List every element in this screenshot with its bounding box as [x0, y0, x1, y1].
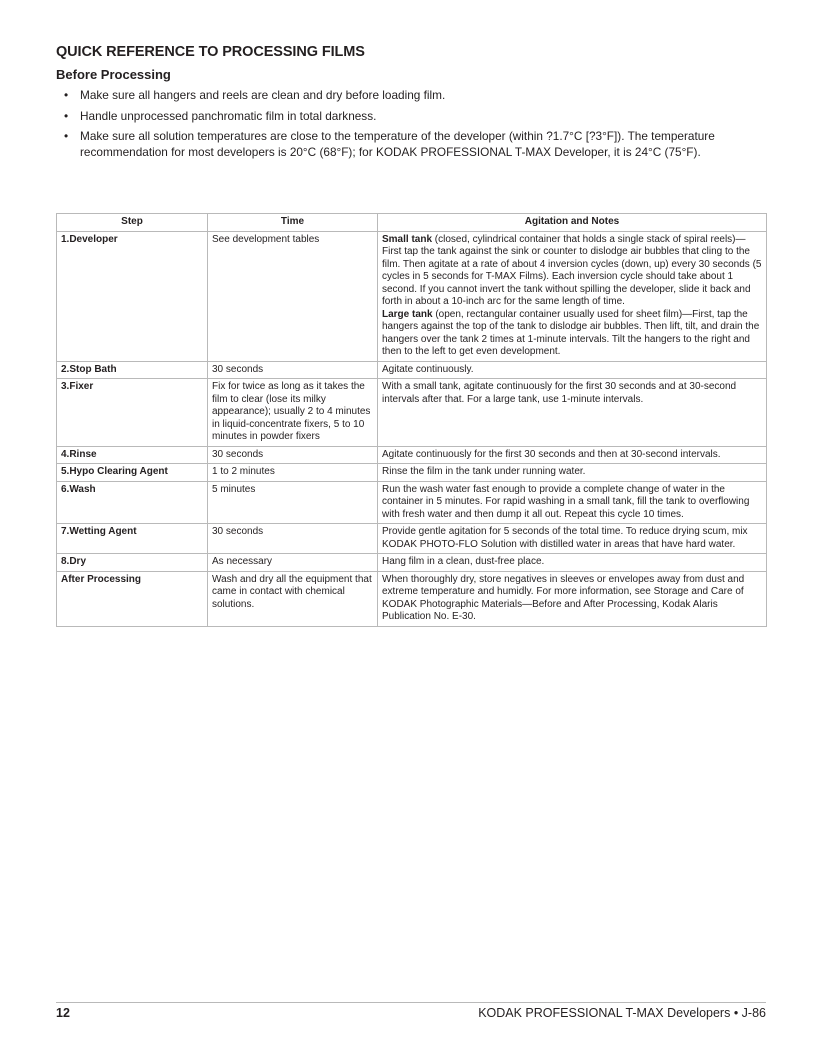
notes-text-small-tank: (closed, cylindrical container that holds a single stack of spiral reels)—First tap the tank against the sink or counter to dislodge air bubbles that cling to the film. Then agitate at a rate of about 4 inversion cycles (down, up) every 30 seconds (5 cycles in 5 seconds for T-MAX Films). Each inversion cycle should take about 1 second. If you cannot invert the tank without spilling the developer, slide it back and forth in about a 10-inch arc for the same length of time. [382, 233, 762, 307]
table-row [57, 571, 767, 626]
table-row [57, 554, 767, 572]
time-cell: As necessary [208, 554, 378, 572]
notes-cell [378, 231, 767, 361]
time-cell: 30 seconds [208, 524, 378, 554]
table-row [57, 481, 767, 524]
bullet-icon: • [64, 129, 69, 143]
table-row [57, 464, 767, 482]
table-header-row [57, 214, 767, 232]
step-cell: 6.Wash [57, 481, 208, 524]
notes-cell: When thoroughly dry, store negatives in sleeves or envelopes away from dust and extreme temperature and humidly. For more information, see Storage and Care of KODAK Photographic Materials—Before and After Processing, Kodak Alaris Publication No. E-30. [378, 571, 767, 626]
notes-label-small-tank: Small tank [382, 233, 433, 245]
step-cell: 1.Developer [57, 231, 208, 361]
time-cell: 30 seconds [208, 361, 378, 379]
before-processing-list [62, 88, 752, 165]
step-cell: 4.Rinse [57, 446, 208, 464]
page-number: 12 [56, 1006, 70, 1020]
column-header-time: Time [208, 214, 378, 232]
time-cell: 5 minutes [208, 481, 378, 524]
time-cell: 1 to 2 minutes [208, 464, 378, 482]
notes-cell: Provide gentle agitation for 5 seconds of the total time. To reduce drying scum, mix KODAK PHOTO-FLO Solution with distilled water in areas that have hard water. [378, 524, 767, 554]
table-row [57, 379, 767, 447]
list-item [62, 129, 752, 160]
step-cell: 7.Wetting Agent [57, 524, 208, 554]
table-row [57, 446, 767, 464]
notes-label-large-tank: Large tank [382, 308, 433, 320]
bullet-icon: • [64, 108, 69, 123]
list-item [62, 109, 752, 125]
time-cell: Wash and dry all the equipment that came in contact with chemical solutions. [208, 571, 378, 626]
document-title: KODAK PROFESSIONAL T-MAX Developers • J-86 [478, 1006, 766, 1020]
processing-table [56, 213, 767, 627]
time-cell: Fix for twice as long as it takes the film to clear (lose its milky appearance); usually 2 to 4 minutes in liquid-concentrate fixers, 5 to 10 minutes in powder fixers [208, 379, 378, 447]
list-item-text: Make sure all hangers and reels are clean and dry before loading film. [80, 88, 446, 102]
step-cell: 8.Dry [57, 554, 208, 572]
step-cell: 5.Hypo Clearing Agent [57, 464, 208, 482]
notes-cell: Agitate continuously. [378, 361, 767, 379]
footer-divider [56, 1002, 766, 1003]
notes-cell: Agitate continuously for the first 30 seconds and then at 30-second intervals. [378, 446, 767, 464]
list-item [62, 88, 752, 104]
step-cell: 3.Fixer [57, 379, 208, 447]
column-header-notes: Agitation and Notes [378, 214, 767, 232]
table-row [57, 361, 767, 379]
step-cell: After Processing [57, 571, 208, 626]
table-row [57, 524, 767, 554]
notes-cell: With a small tank, agitate continuously for the first 30 seconds and at 30-second intervals after that. For a large tank, use 1-minute intervals. [378, 379, 767, 447]
notes-text-large-tank: (open, rectangular container usually used for sheet film)—First, tap the hangers against the top of the tank to dislodge air bubbles. Then lift, tilt, and drain the hangers over the tank 2 times at 1-minute intervals. Tilt the hangers to the right and then to the left to get even development. [382, 308, 760, 357]
notes-cell: Hang film in a clean, dust-free place. [378, 554, 767, 572]
list-item-text: Make sure all solution temperatures are close to the temperature of the developer (within ?1.7°C [?3°F]). The temperature recommendation for most developers is 20°C (68°F); for KODAK PROFESSIONAL T-MAX Developer, it is 24°C (75°F). [80, 129, 715, 159]
section-heading: Before Processing [56, 67, 171, 82]
bullet-icon: • [64, 88, 69, 102]
step-cell: 2.Stop Bath [57, 361, 208, 379]
notes-cell: Rinse the film in the tank under running water. [378, 464, 767, 482]
page-title: QUICK REFERENCE TO PROCESSING FILMS [56, 44, 365, 60]
notes-cell: Run the wash water fast enough to provide a complete change of water in the container in 5 minutes. For rapid washing in a small tank, fill the tank to overflowing with fresh water and then dump it all out. Repeat this cycle 10 times. [378, 481, 767, 524]
time-cell: See development tables [208, 231, 378, 361]
list-item-text: Handle unprocessed panchromatic film in total darkness. [80, 108, 377, 123]
time-cell: 30 seconds [208, 446, 378, 464]
column-header-step: Step [57, 214, 208, 232]
table-row [57, 231, 767, 361]
